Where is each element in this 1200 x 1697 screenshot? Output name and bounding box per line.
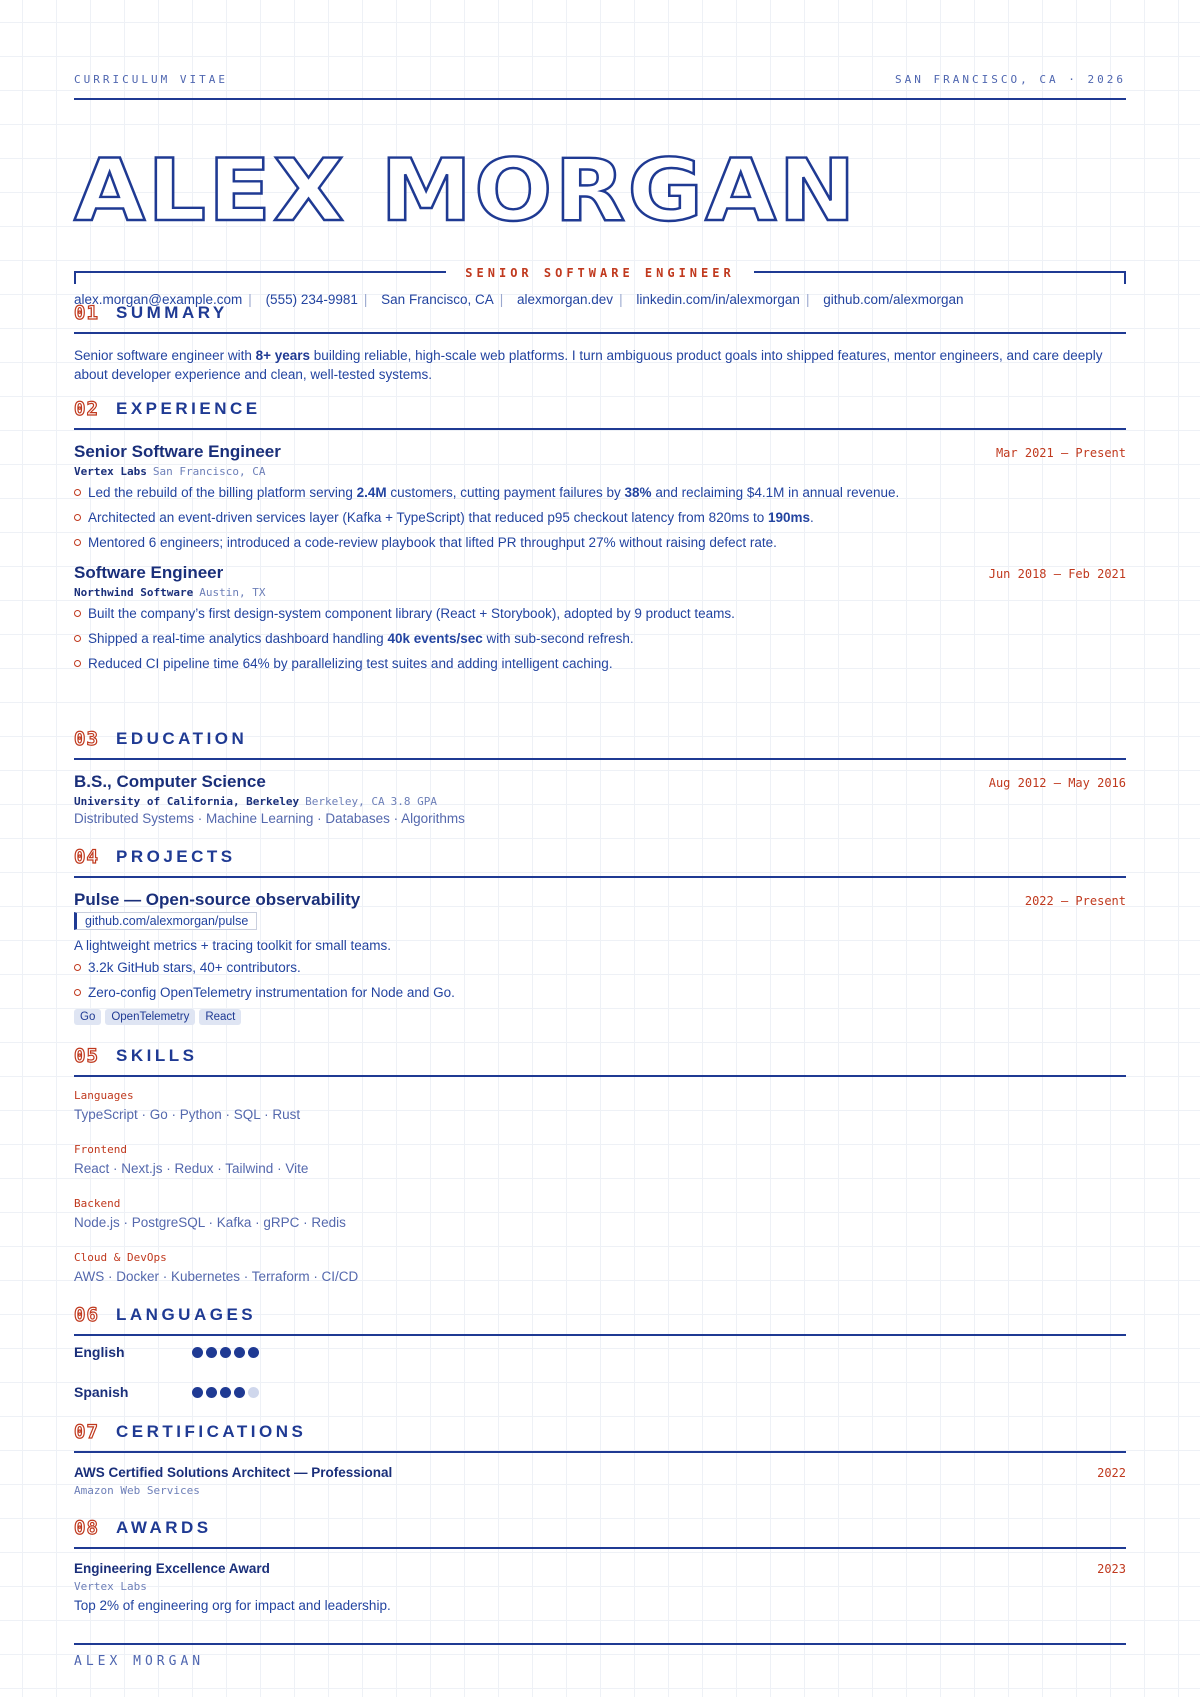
coursework: Distributed Systems · Machine Learning · Databases · Algorithms <box>74 811 465 826</box>
section-number: 02 <box>74 398 99 420</box>
experience-section <box>74 396 1126 676</box>
skill-category: Cloud & DevOps <box>74 1251 167 1264</box>
section-number: 07 <box>74 1421 99 1443</box>
footer-name: ALEX MORGAN <box>74 1654 205 1669</box>
job-entry <box>74 563 1126 676</box>
job-entry <box>74 442 1126 555</box>
section-number: 08 <box>74 1517 99 1539</box>
contact-location: San Francisco, CA <box>381 292 494 307</box>
degree: B.S., Computer Science <box>74 772 266 791</box>
summary-section <box>74 300 1126 384</box>
job-bullet: Mentored 6 engineers; introduced a code-review playbook that lifted PR throughput 27% without raising defect rate. <box>74 530 1126 555</box>
doc-label: CURRICULUM VITAE <box>74 73 228 86</box>
job-bullet: Architected an event-driven services layer (Kafka + TypeScript) that reduced p95 checkout latency from 820ms to 190ms. <box>74 505 1126 530</box>
contact-phone[interactable]: (555) 234-9981 <box>265 292 358 307</box>
job-bullet: Led the rebuild of the billing platform serving 2.4M customers, cutting payment failures by 38% and reclaiming $4.1M in annual revenue. <box>74 480 1126 505</box>
tech-tag: React <box>199 1009 241 1025</box>
tech-tag: OpenTelemetry <box>105 1009 195 1025</box>
skill-group <box>74 1089 1126 1122</box>
contact-linkedin[interactable]: linkedin.com/in/alexmorgan <box>636 292 800 307</box>
proficiency-dot-filled <box>220 1387 231 1398</box>
job-title: Software Engineer <box>74 563 224 582</box>
section-title: EDUCATION <box>116 729 248 748</box>
awards-section <box>74 1515 1126 1615</box>
proficiency-dot-filled <box>206 1387 217 1398</box>
proficiency-dot-filled <box>248 1347 259 1358</box>
proficiency-dot-filled <box>234 1387 245 1398</box>
section-number: 06 <box>74 1304 99 1326</box>
job-date: Jun 2018 — Feb 2021 <box>988 567 1126 581</box>
summary-text: Senior software engineer with 8+ years building reliable, high-scale web platforms. I turn ambiguous product goals into shipped features, mentor engineers, and care deeply about developer experience and clean, well-tested systems. <box>74 348 1103 382</box>
skill-group <box>74 1197 1126 1230</box>
tech-tag: Go <box>74 1009 101 1025</box>
education-entry <box>74 772 1126 826</box>
contact-bar: alex.morgan@example.com | (555) 234-9981 | San Francisco, CA | alexmorgan.dev | linkedin.com/in/alexmorgan | github.com/alexmorgan <box>74 292 964 307</box>
award-title: Engineering Excellence Award <box>74 1561 270 1576</box>
proficiency-dot-empty <box>248 1387 259 1398</box>
award-description: Top 2% of engineering org for impact and leadership. <box>74 1598 391 1613</box>
project-title: Pulse — Open-source observability <box>74 890 361 909</box>
school-line: University of California, Berkeley Berkeley, CA 3.8 GPA <box>74 795 438 808</box>
job-org-line: Vertex Labs San Francisco, CA <box>74 465 266 478</box>
skill-group <box>74 1143 1126 1176</box>
project-bullet: 3.2k GitHub stars, 40+ contributors. <box>74 955 1126 980</box>
top-rule <box>74 98 1126 100</box>
project-date: 2022 — Present <box>1024 894 1126 908</box>
footer-rule <box>74 1643 1126 1645</box>
skill-items: React · Next.js · Redux · Tailwind · Vite <box>74 1161 309 1176</box>
project-tags <box>74 1007 1126 1025</box>
job-title: Senior Software Engineer <box>74 442 281 461</box>
job-bullet: Reduced CI pipeline time 64% by parallelizing test suites and adding intelligent caching. <box>74 651 1126 676</box>
skill-group <box>74 1251 1126 1284</box>
contact-email[interactable]: alex.morgan@example.com <box>74 292 243 307</box>
education-section <box>74 726 1126 826</box>
award-org: Vertex Labs <box>74 1580 147 1593</box>
proficiency-dot-filled <box>192 1347 203 1358</box>
project-description: A lightweight metrics + tracing toolkit for small teams. <box>74 938 391 953</box>
section-title: SUMMARY <box>116 303 228 322</box>
job-org-line: Northwind Software Austin, TX <box>74 586 266 599</box>
section-number: 05 <box>74 1045 99 1067</box>
projects-section <box>74 844 1126 1025</box>
project-bullet: Zero-config OpenTelemetry instrumentation for Node and Go. <box>74 980 1126 1005</box>
award-year: 2023 <box>1097 1562 1126 1576</box>
contact-website[interactable]: alexmorgan.dev <box>517 292 614 307</box>
section-title: CERTIFICATIONS <box>116 1422 307 1441</box>
skill-category: Frontend <box>74 1143 127 1156</box>
education-date: Aug 2012 — May 2016 <box>988 776 1126 790</box>
contact-github[interactable]: github.com/alexmorgan <box>823 292 964 307</box>
section-title: EXPERIENCE <box>116 399 261 418</box>
section-title: PROJECTS <box>116 847 236 866</box>
language-name: Spanish <box>74 1384 129 1400</box>
proficiency-dot-filled <box>234 1347 245 1358</box>
top-bar <box>74 73 1126 86</box>
proficiency-dot-filled <box>206 1347 217 1358</box>
section-number: 01 <box>74 302 99 324</box>
languages-section <box>74 1302 1126 1336</box>
certification-title: AWS Certified Solutions Architect — Professional <box>74 1465 393 1480</box>
project-link[interactable]: github.com/alexmorgan/pulse <box>74 912 257 930</box>
candidate-name: ALEX MORGAN <box>74 141 858 241</box>
language-name: English <box>74 1344 125 1360</box>
skill-items: TypeScript · Go · Python · SQL · Rust <box>74 1107 301 1122</box>
proficiency-dot-filled <box>220 1347 231 1358</box>
skill-items: Node.js · PostgreSQL · Kafka · gRPC · Redis <box>74 1215 346 1230</box>
award-entry <box>74 1561 1126 1615</box>
section-number: 04 <box>74 846 99 868</box>
role-title: SENIOR SOFTWARE ENGINEER <box>465 266 735 280</box>
language-row <box>74 1344 262 1360</box>
certification-entry <box>74 1465 1126 1497</box>
section-title: LANGUAGES <box>116 1305 257 1324</box>
job-date: Mar 2021 — Present <box>995 446 1126 460</box>
role-bracket <box>74 268 1126 284</box>
skills-section <box>74 1043 1126 1284</box>
section-title: AWARDS <box>116 1518 212 1537</box>
skill-category: Languages <box>74 1089 134 1102</box>
certification-year: 2022 <box>1097 1466 1126 1480</box>
location-year: SAN FRANCISCO, CA · 2026 <box>895 73 1126 86</box>
job-bullet: Shipped a real-time analytics dashboard handling 40k events/sec with sub-second refresh. <box>74 626 1126 651</box>
certifications-section <box>74 1419 1126 1497</box>
proficiency-dots <box>192 1387 262 1398</box>
certification-issuer: Amazon Web Services <box>74 1484 200 1497</box>
proficiency-dot-filled <box>192 1387 203 1398</box>
skill-items: AWS · Docker · Kubernetes · Terraform · CI/CD <box>74 1269 359 1284</box>
skill-category: Backend <box>74 1197 121 1210</box>
job-bullet: Built the company’s first design-system component library (React + Storybook), adopted by 9 product teams. <box>74 601 1126 626</box>
language-row <box>74 1384 262 1400</box>
section-number: 03 <box>74 728 99 750</box>
proficiency-dots <box>192 1347 262 1358</box>
section-title: SKILLS <box>116 1046 198 1065</box>
project-entry <box>74 890 1126 1025</box>
